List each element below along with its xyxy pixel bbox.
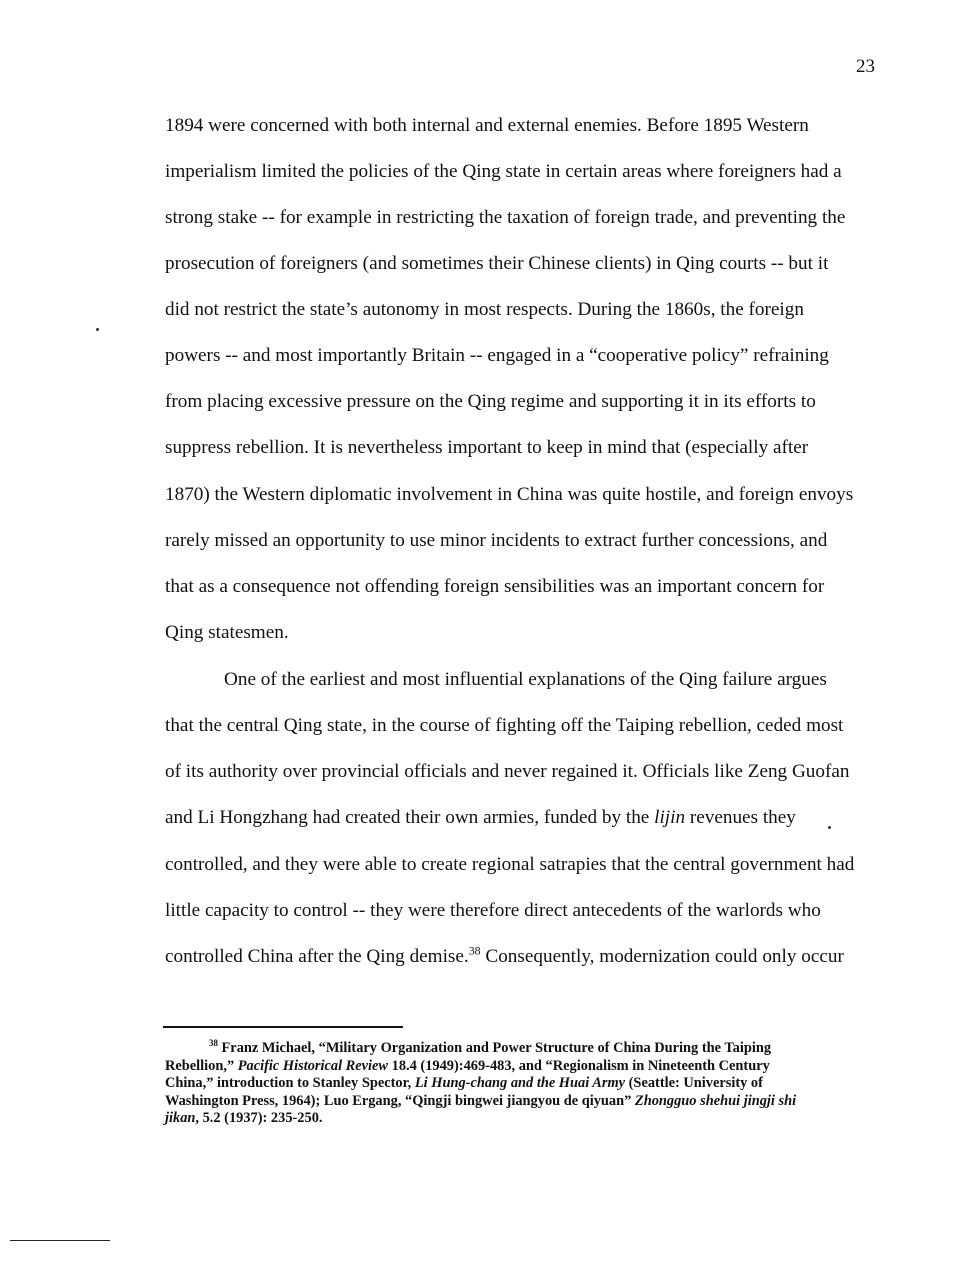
text-line [165,945,877,969]
text-span: Franz Michael, “Military Organization and Power Structure of China During the Taiping [221,1040,772,1056]
text-span: revenues they [685,807,796,828]
footnote-marker: 38 [209,1038,218,1049]
italic-title: jikan [165,1110,196,1126]
text-span: controlled China after the Qing demise. [165,946,469,967]
footnote-line [165,1040,865,1058]
text-line: little capacity to control -- they were therefore direct antecedents of the warlords who [165,900,821,921]
text-span: Washington Press, 1964); Luo Ergang, “Qingji bingwei jiangyou de qiyuan” [165,1092,635,1109]
footnote [165,1040,865,1128]
text-line: strong stake -- for example in restricting the taxation of foreign trade, and preventing the [165,207,846,228]
text-line: prosecution of foreigners (and sometimes their Chinese clients) in Qing courts -- but it [165,253,829,274]
page-number: 23 [856,56,875,77]
text-span: and Li Hongzhang had created their own armies, funded by the [165,807,655,828]
text-line: powers -- and most importantly Britain -- engaged in a “cooperative policy” refraining [165,345,829,366]
text-span: , 5.2 (1937): 235-250. [195,1110,323,1126]
italic-title: Zhongguo shehui jingji shi [634,1092,797,1109]
text-line: controlled, and they were able to create regional satrapies that the central government had [165,854,855,875]
footnote-line [165,1093,865,1111]
italic-term: lijin [654,807,686,828]
footnote-line [165,1058,865,1076]
text-line: did not restrict the state’s autonomy in most respects. During the 1860s, the foreign [165,299,804,320]
text-line: rarely missed an opportunity to use minor incidents to extract further concessions, and [165,530,828,551]
paragraph-first-line: One of the earliest and most influential explanations of the Qing failure argues [224,669,827,690]
scan-speck [828,826,831,829]
text-line: that the central Qing state, in the course of fighting off the Taiping rebellion, ceded most [165,715,844,736]
text-line: from placing excessive pressure on the Qing regime and supporting it in its efforts to [165,391,816,412]
text-line: imperialism limited the policies of the Qing state in certain areas where foreigners had a [165,161,842,182]
text-line: 1894 were concerned with both internal and external enemies. Before 1895 Western [165,115,809,136]
text-line: of its authority over provincial officials and never regained it. Officials like Zeng Guofan [165,761,850,782]
text-span: Consequently, modernization could only occur [480,946,844,967]
text-line [165,806,877,830]
italic-title: Li Hung-chang and the Huai Army [414,1075,626,1091]
text-span: 18.4 (1949):469-483, and “Regionalism in Nineteenth Century [388,1057,770,1074]
scan-edge-mark [10,1240,110,1241]
text-line: Qing statesmen. [165,622,289,643]
italic-title: Pacific Historical Review [237,1057,389,1074]
text-span: China,” introduction to Stanley Spector, [165,1075,415,1091]
footnote-line [165,1075,865,1093]
text-line: 1870) the Western diplomatic involvement in China was quite hostile, and foreign envoys [165,484,854,505]
text-span: (Seattle: University of [625,1075,763,1091]
scan-speck [96,328,99,331]
footnote-reference: 38 [468,943,481,958]
footnote-line [165,1110,865,1128]
text-line: that as a consequence not offending foreign sensibilities was an important concern for [165,576,825,597]
text-line: suppress rebellion. It is nevertheless important to keep in mind that (especially after [165,437,809,458]
footnote-separator [163,1026,403,1028]
text-span: Rebellion,” [165,1057,238,1074]
